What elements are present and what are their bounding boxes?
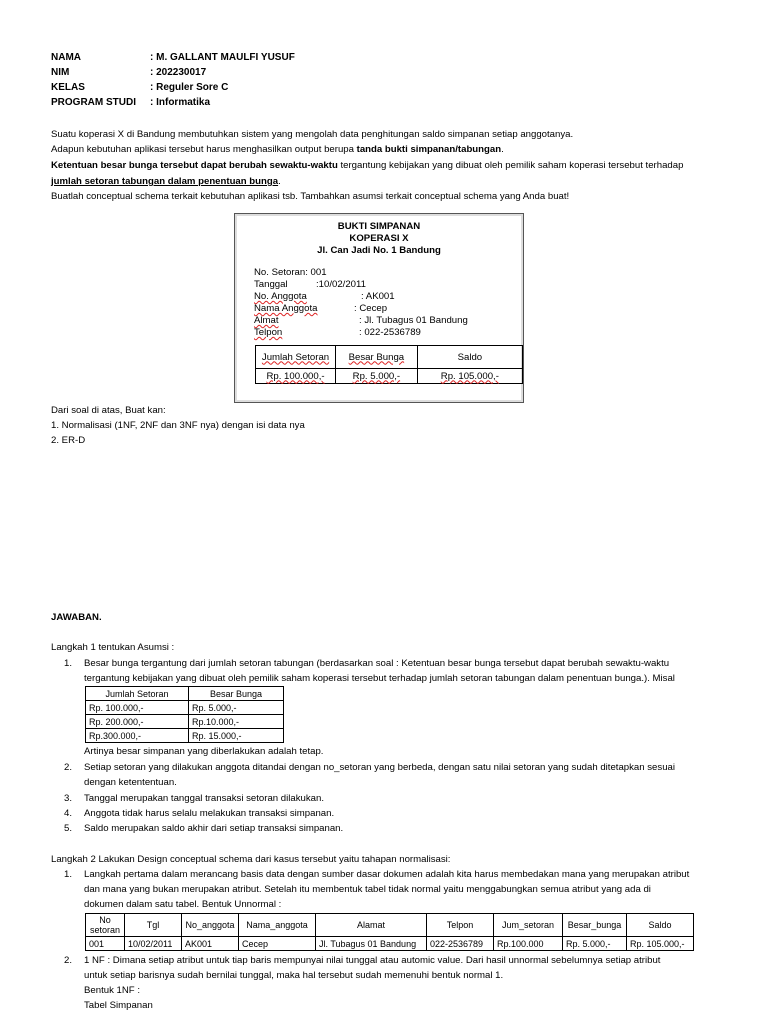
unnormal-cell: 001: [86, 937, 125, 951]
assumption-2-line-2: dengan ketententuan.: [84, 777, 177, 788]
unnormal-cell: AK001: [182, 937, 239, 951]
assumption-4: Anggota tidak harus selalu melakukan transaksi simpanan.: [84, 808, 335, 819]
receipt-nama-label: Nama Anggota: [254, 303, 318, 314]
list-number: 5.: [64, 823, 73, 834]
bunga-table-cell: Rp. 100.000,-: [86, 701, 189, 715]
unnormal-cell: Rp.100.000: [494, 937, 563, 951]
unnormal-cell: Rp. 105.000,-: [627, 937, 694, 951]
table-row: [86, 729, 284, 743]
unnormal-cell: 022-2536789: [427, 937, 494, 951]
table-row: [86, 937, 694, 951]
header-label-nim: NIM: [51, 67, 70, 78]
list-number: 1.: [64, 869, 73, 880]
bunga-table-cell: Rp.10.000,-: [189, 715, 284, 729]
step-2-item-1-line-2: dan mana yang bukan merupakan atribut. Setelah itu membentuk tabel tidak normal yaitu menggabungkan semua atribut yang ada di: [84, 884, 651, 895]
receipt-almat-value: : Jl. Tubagus 01 Bandung: [359, 315, 468, 326]
question-paragraph-1: Suatu koperasi X di Bandung membutuhkan sistem yang mengolah data penghitungan saldo simpanan setiap anggotanya.: [51, 129, 574, 140]
step-2-item-2-line-3: Bentuk 1NF :: [84, 985, 140, 996]
assumption-1-conclusion: Artinya besar simpanan yang diberlakukan adalah tetap.: [84, 746, 324, 757]
receipt-no-setoran: No. Setoran: 001: [254, 267, 327, 278]
assumption-2-line-1: Setiap setoran yang dilakukan anggota ditandai dengan no_setoran yang berbeda, dengan satu nilai setoran yang sudah ditetapkan sesuai: [84, 762, 675, 773]
assumption-3: Tanggal merupakan tanggal transaksi setoran dilakukan.: [84, 793, 324, 804]
step-2-heading: Langkah 2 Lakukan Design conceptual schema dari kasus tersebut yaitu tahapan normalisasi:: [51, 854, 451, 865]
receipt-col-jumlah-text: Jumlah Setoran: [261, 351, 330, 363]
step-1-heading: Langkah 1 tentukan Asumsi :: [51, 642, 175, 653]
unnormal-cell: Cecep: [239, 937, 316, 951]
header-value-nama: : M. GALLANT MAULFI YUSUF: [150, 52, 295, 63]
unnormal-table: [85, 913, 694, 951]
bunga-table-header: Jumlah Setoran: [86, 687, 189, 701]
task-1: 1. Normalisasi (1NF, 2NF dan 3NF nya) dengan isi data nya: [51, 420, 305, 431]
step-2-item-1-line-1: Langkah pertama dalam merancang basis data dengan sumber dasar dokumen adalah kita harus membedakan mana yang merupakan atribut: [84, 869, 690, 880]
receipt-tanggal-value: :10/02/2011: [316, 279, 366, 290]
receipt-almat-label: Almat: [254, 315, 279, 326]
unnormal-header: Alamat: [316, 914, 427, 937]
receipt-val-saldo: [417, 369, 522, 384]
list-number: 4.: [64, 808, 73, 819]
unnormal-cell: 10/02/2011: [125, 937, 182, 951]
tasks-intro: Dari soal di atas, Buat kan:: [51, 405, 166, 416]
question-p2-bold: tanda bukti simpanan/tabungan: [356, 144, 502, 155]
bunga-table-cell: Rp. 15.000,-: [189, 729, 284, 743]
header-value-prodi: : Informatika: [150, 97, 211, 108]
list-number: 3.: [64, 793, 73, 804]
question-p2-text: Adapun kebutuhan aplikasi tersebut harus menghasilkan output berupa: [51, 144, 357, 155]
unnormal-header: Tgl: [125, 914, 182, 937]
receipt-telpon-label: Telpon: [254, 327, 283, 338]
header-label-prodi: PROGRAM STUDI: [51, 97, 136, 108]
question-p3-bold: Ketentuan besar bunga tersebut dapat berubah sewaktu-waktu: [51, 160, 338, 171]
bunga-table-cell: Rp. 200.000,-: [86, 715, 189, 729]
task-2: 2. ER-D: [51, 435, 86, 446]
receipt-no-anggota-value: : AK001: [361, 291, 395, 302]
receipt-col-bunga-text: Besar Bunga: [348, 351, 405, 363]
table-row: [86, 715, 284, 729]
receipt-val-saldo-text: Rp. 105.000,-: [440, 370, 499, 382]
question-paragraph-3b: [51, 174, 281, 189]
bunga-table-header: Besar Bunga: [189, 687, 284, 701]
header-value-kelas: : Reguler Sore C: [150, 82, 229, 93]
bunga-table-cell: Rp.300.000,-: [86, 729, 189, 743]
bunga-table: [85, 686, 284, 743]
receipt-val-jumlah: [256, 369, 336, 384]
receipt-val-bunga: [336, 369, 418, 384]
bunga-table-cell: Rp. 5.000,-: [189, 701, 284, 715]
assumption-1-line-1: Besar bunga tergantung dari jumlah setoran tabungan (berdasarkan soal : Ketentuan besar bunga tersebut dapat berubah sewaktu-waktu: [84, 658, 670, 669]
receipt-val-jumlah-text: Rp. 100.000,-: [266, 370, 325, 382]
receipt-col-saldo: Saldo: [417, 346, 522, 369]
step-2-item-1-line-3: dokumen dalam satu tabel. Bentuk Unnormal :: [84, 899, 282, 910]
unnormal-header: Besar_bunga: [563, 914, 627, 937]
question-paragraph-3a: [51, 158, 683, 173]
step-2-item-2-line-1: 1 NF : Dimana setiap atribut untuk tiap baris mempunyai nilai tunggal atau automic value. Dari hasil unnormal sebelumnya setiap atribut: [84, 955, 661, 966]
receipt-address: Jl. Can Jadi No. 1 Bandung: [317, 245, 441, 256]
table-row: [86, 701, 284, 715]
unnormal-header: Jum_setoran: [494, 914, 563, 937]
receipt-nama-value: : Cecep: [354, 303, 388, 314]
unnormal-cell: Rp. 5.000,-: [563, 937, 627, 951]
question-paragraph-2: [51, 142, 504, 157]
question-paragraph-4: Buatlah conceptual schema terkait kebutuhan aplikasi tsb. Tambahkan asumsi terkait conceptual schema yang Anda buat!: [51, 191, 570, 202]
unnormal-header: Nama_anggota: [239, 914, 316, 937]
unnormal-header: Saldo: [627, 914, 694, 937]
unnormal-header: No setoran: [86, 914, 125, 937]
assumption-5: Saldo merupakan saldo akhir dari setiap transaksi simpanan.: [84, 823, 344, 834]
list-number: 1.: [64, 658, 73, 669]
receipt-title: BUKTI SIMPANAN: [337, 221, 421, 232]
header-label-kelas: KELAS: [51, 82, 85, 93]
list-number: 2.: [64, 762, 73, 773]
receipt-image: [234, 213, 524, 403]
unnormal-header: Telpon: [427, 914, 494, 937]
question-p2-end: .: [501, 144, 504, 155]
receipt-table: [255, 345, 523, 384]
receipt-no-anggota-label: No. Anggota: [254, 291, 307, 302]
step-2-item-2-line-4: Tabel Simpanan: [84, 1000, 153, 1011]
unnormal-header: No_anggota: [182, 914, 239, 937]
receipt-tanggal-label: Tanggal: [254, 279, 288, 290]
list-number: 2.: [64, 955, 73, 966]
receipt-telpon-value: : 022-2536789: [359, 327, 421, 338]
assumption-1-line-2: tergantung kebijakan yang dibuat oleh pemilik saham koperasi tersebut terhadap jumlah setoran tabungan dalam penentuan bunga.). Misal: [84, 673, 675, 684]
question-p3-text: tergantung kebijakan yang dibuat oleh pemilik saham koperasi tersebut terhadap: [337, 160, 684, 171]
receipt-col-jumlah: [256, 346, 336, 369]
header-label-nama: NAMA: [51, 52, 81, 63]
answer-heading: JAWABAN.: [51, 612, 102, 623]
question-p3-underlined: jumlah setoran tabungan dalam penentuan bunga: [51, 176, 279, 187]
step-2-item-2-line-2: untuk setiap barisnya sudah bernilai tunggal, maka hal tersebut sudah memenuhi bentuk normal 1.: [84, 970, 504, 981]
receipt-col-bunga: [336, 346, 418, 369]
receipt-subtitle: KOPERASI X: [349, 233, 409, 244]
unnormal-cell: Jl. Tubagus 01 Bandung: [316, 937, 427, 951]
header-value-nim: : 202230017: [150, 67, 207, 78]
question-p3-end: .: [278, 176, 281, 187]
receipt-val-bunga-text: Rp. 5.000,-: [352, 370, 401, 382]
